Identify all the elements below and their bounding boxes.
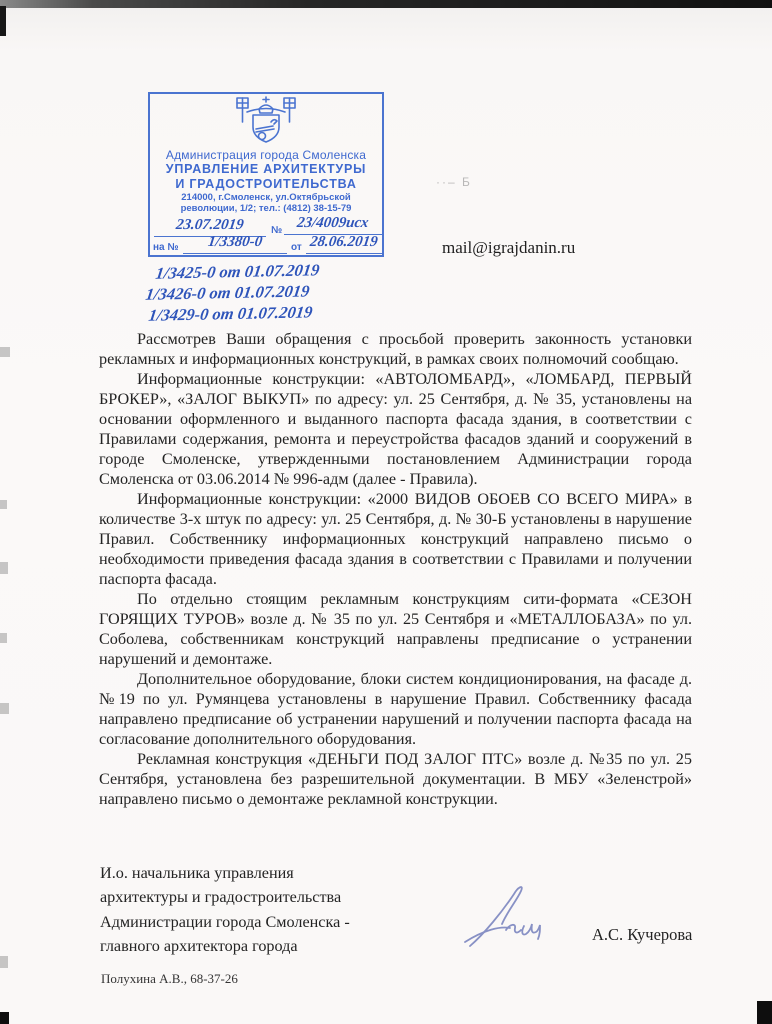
handwritten-reference: 1/3426-0 от 01.07.2019 <box>144 281 311 304</box>
signer-position-line: Администрации города Смоленска - <box>100 912 350 931</box>
signer-position-block <box>100 861 350 958</box>
stamp-dept-line1: УПРАВЛЕНИЕ АРХИТЕКТУРЫ <box>165 162 367 176</box>
incoming-date-handwritten: 28.06.2019 <box>309 234 379 250</box>
signer-position-line: И.о. начальника управления <box>100 864 294 882</box>
scan-bottom-right-mark <box>757 1001 772 1024</box>
handwritten-reference: 1/3429-0 от 01.07.2019 <box>147 302 314 325</box>
stamp-dept-line2: И ГРАДОСТРОИТЕЛЬСТВА <box>175 177 357 191</box>
stamp-incoming-label: на № <box>153 242 179 253</box>
stamp-from-label: от <box>291 242 302 253</box>
body-paragraph: Дополнительное оборудование, блоки систем кондиционирования, на фасаде д. №19 по ул. Румянцева установлены в нарушение Правил. Собственнику фасада направлено предписание об устранении нарушений и получении паспорта фасада на согласование дополнительного оборудования. <box>99 670 692 748</box>
signer-position-line: архитектуры и градостроительства <box>100 888 342 907</box>
incoming-number-handwritten: 1/3380-0 <box>206 234 264 250</box>
scan-bottom-left-mark <box>0 1012 9 1024</box>
handwritten-reference-list <box>146 261 319 324</box>
scan-speck <box>0 562 8 574</box>
scan-speck <box>0 633 7 643</box>
scan-speck <box>0 956 8 968</box>
body-paragraph: Информационные конструкции: «АВТОЛОМБАРД», «ЛОМБАРД, ПЕРВЫЙ БРОКЕР», «ЗАЛОГ ВЫКУП» по адресу: ул. 25 Сентября, д. № 35, установлены на основании оформленного и выданного паспорта фасада здания, в соответствии с Правилами содержания, ремонта и переустройства фасадов зданий и сооружений в городе Смоленске, утвержденными постановлением Администрации города Смоленска от 03.06.2014 № 996-адм (далее - Правила). <box>99 370 692 488</box>
outgoing-date-handwritten: 23.07.2019 <box>175 217 245 233</box>
registration-stamp <box>148 92 384 257</box>
smolensk-coat-of-arms-icon <box>233 96 299 148</box>
signer-position-line: главного архитектора города <box>100 936 298 955</box>
scan-speck <box>0 703 9 714</box>
body-paragraph: Рассмотрев Ваши обращения с просьбой проверить законность установки рекламных и информационных конструкций, в рамках своих полномочий сообщаю. <box>99 330 692 368</box>
letter-body <box>99 329 692 809</box>
body-paragraph: Рекламная конструкция «ДЕНЬГИ ПОД ЗАЛОГ ПТС» возле д. №35 по ул. 25 Сентября, установлена без разрешительной документации. В МБУ «Зеленстрой» направлено письмо о демонтаже рекламной конструкции. <box>99 750 692 808</box>
scan-speck <box>0 500 7 509</box>
body-paragraph: Информационные конструкции: «2000 ВИДОВ ОБОЕВ СО ВСЕГО МИРА» в количестве 3-х штук по адресу: ул. 25 Сентября, д. № 30-Б установлены в нарушение Правил. Собственнику информационных конструкций направлено письмо о необходимости приведения фасада здания в соответствии с Правилами и получении паспорта фасада. <box>99 490 692 588</box>
body-paragraph: По отдельно стоящим рекламным конструкциям сити-формата «СЕЗОН ГОРЯЩИХ ТУРОВ» возле д. № 35 по ул. 25 Сентября и «МЕТАЛЛОБАЗА» по ул. Соболева, собственникам конструкций направлены предписание о устранении нарушений и демонтаже. <box>99 590 692 668</box>
signer-name: А.С. Кучерова <box>592 925 693 944</box>
stamp-org-name: Администрация города Смоленска <box>165 148 367 162</box>
stamp-address-line1: 214000, г.Смоленск, ул.Октябрьской <box>181 192 351 203</box>
scan-top-border <box>0 0 772 8</box>
handwritten-signature-icon <box>460 880 570 960</box>
addressee-email: mail@igrajdanin.ru <box>442 238 576 257</box>
stamp-number-sign: № <box>271 225 283 236</box>
scan-left-border <box>0 6 6 36</box>
stamp-incoming-date-field <box>306 233 382 254</box>
scan-speck <box>0 347 10 357</box>
outgoing-number-handwritten: 23/4009исх <box>296 215 370 231</box>
stamp-incoming-number-field <box>183 233 287 254</box>
stamp-outgoing-number-field <box>284 214 382 235</box>
stamp-address-line2: революции, 1/2; тел.: (4812) 38-15-79 <box>180 203 352 214</box>
handwritten-reference: 1/3425-0 от 01.07.2019 <box>154 260 321 283</box>
redacted-addressee-trace: ··– Б <box>436 175 472 189</box>
executor-contact: Полухина А.В., 68-37-26 <box>101 971 238 986</box>
